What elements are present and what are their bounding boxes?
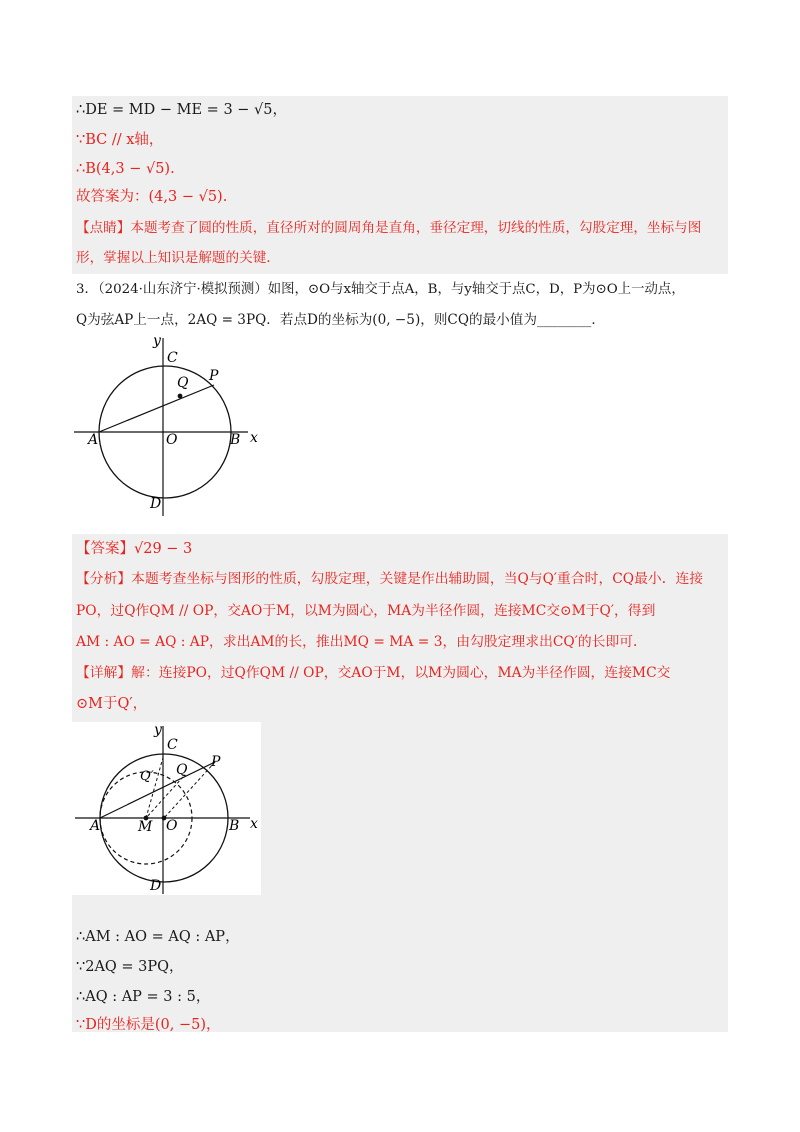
segment-mc: [146, 754, 164, 818]
analysis-line-2: PO，过Q作QM // OP，交AO于M，以M为圆心，MA为半径作圆，连接MC交⊙M于Q′，得到: [76, 603, 656, 619]
final-answer-line: 故答案为：(4,3 − √5).: [76, 189, 228, 205]
answer-line: 【答案】√29 − 3: [76, 541, 193, 557]
solution-figure: [72, 722, 261, 895]
label-q: Q: [177, 375, 189, 391]
bottom-line-1: ∴AM : AO = AQ : AP，: [76, 929, 240, 945]
label-x-2: x: [250, 816, 258, 832]
label-b-2: B: [229, 818, 240, 834]
bottom-line-3: ∴AQ : AP = 3 : 5，: [76, 989, 211, 1005]
label-p-2: P: [211, 754, 221, 770]
label-q-2: Q: [176, 762, 188, 778]
summary-line-1: 【点睛】本题考查了圆的性质，直径所对的圆周角是直角，垂径定理，切线的性质，勾股定理，坐标与图: [76, 220, 702, 236]
question-3-line-2: Q为弦AP上一点，2AQ = 3PQ．若点D的坐标为(0, −5)，则CQ的最小值为________．: [76, 312, 605, 328]
solution-top-block: [72, 96, 728, 274]
question-figure: [70, 332, 270, 518]
bottom-line-2: ∵2AQ = 3PQ，: [76, 959, 184, 975]
solution-line-3: ∴B(4,3 − √5).: [76, 161, 175, 177]
label-b: B: [230, 432, 241, 448]
analysis-line-3: AM : AO = AQ : AP，求出AM的长，推出MQ = MA = 3，由勾股定理求出CQ′的长即可．: [76, 634, 647, 650]
label-o: O: [166, 432, 178, 448]
chord-ap-2: [100, 762, 215, 818]
label-q-prime: Q′: [140, 769, 154, 784]
label-a: A: [88, 432, 99, 448]
solution-line-2: ∵BC // x轴，: [76, 132, 164, 148]
point-q: [178, 394, 183, 399]
label-o-2: O: [166, 818, 178, 834]
label-c: C: [167, 350, 178, 366]
label-x: x: [250, 430, 258, 446]
bottom-line-4: ∵D的坐标是(0, −5)，: [76, 1017, 221, 1033]
detail-line-1: 【详解】解：连接PO，过Q作QM // OP，交AO于M，以M为圆心，MA为半径作圆，连接MC交: [76, 665, 671, 681]
label-y-2: y: [154, 722, 162, 738]
label-y: y: [153, 333, 161, 349]
label-d: D: [150, 496, 162, 512]
chord-ap: [99, 385, 214, 432]
label-m: M: [138, 819, 153, 835]
label-c-2: C: [167, 737, 178, 753]
solution-line-1: ∴DE = MD − ME = 3 − √5，: [76, 102, 288, 118]
summary-line-2: 形，掌握以上知识是解题的关键.: [76, 250, 271, 266]
analysis-line-1: 【分析】本题考查坐标与图形的性质，勾股定理，关键是作出辅助圆，当Q与Q′重合时，CQ最小．连接: [76, 571, 704, 587]
detail-line-2: ⊙M于Q′，: [76, 696, 148, 712]
label-d-2: D: [150, 878, 162, 894]
question-3-line-1: 3．（2024·山东济宁·模拟预测）如图，⊙O与x轴交于点A，B，与y轴交于点C，D，P为⊙O上一动点，: [76, 282, 685, 297]
label-p: P: [209, 368, 219, 384]
label-a-2: A: [90, 818, 101, 834]
